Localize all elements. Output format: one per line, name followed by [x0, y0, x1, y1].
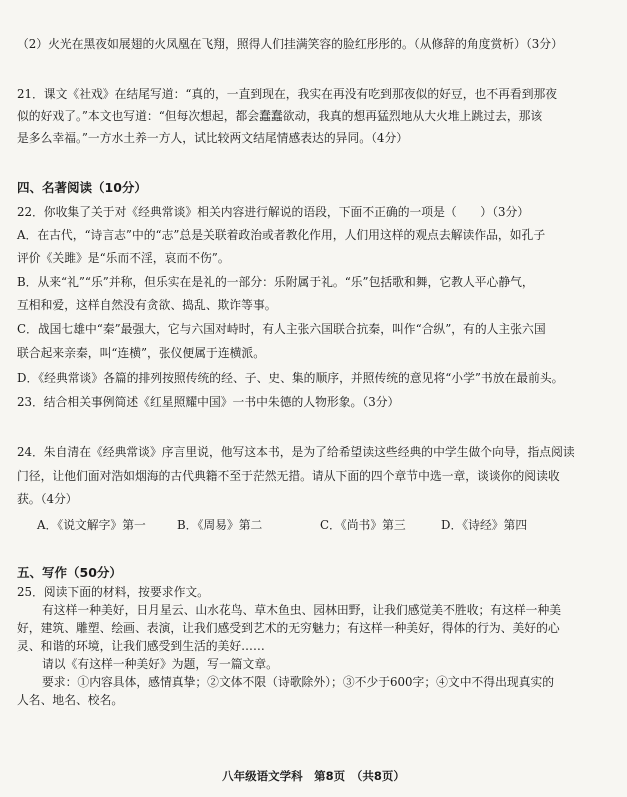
section-5-title: 五、写作（50分）	[17, 565, 122, 580]
q20-part2: （2）火光在黑夜如展翅的火凤凰在飞翔，照得人们挂满笑容的脸红彤彤的。（从修辞的角度赏析）（3分）	[17, 37, 563, 51]
q21-line-1: 21．课文《社戏》在结尾写道：“真的，一直到现在，我实在再没有吃到那夜似的好豆，也不再看到那夜	[17, 87, 558, 101]
q25-material-line-1: 有这样一种美好，日月星云、山水花鸟、草木鱼虫、园林田野，让我们感觉美不胜收；有这样一种美	[42, 603, 562, 617]
q24-line-2: 门径，让他们面对浩如烟海的古代典籍不至于茫然无措。请从下面的四个章节中选一章，谈谈你的阅读收	[17, 469, 560, 483]
q22-option-a-line-1: A．在古代，“诗言志”中的“志”总是关联着政治或者教化作用，人们用这样的观点去解读作品，如孔子	[17, 228, 546, 242]
q25-requirements-line-1: 要求：①内容具体，感情真挚；②文体不限（诗歌除外）；③不少于600字；④文中不得出现真实的	[42, 675, 555, 689]
q24-option-d: D．《诗经》第四	[441, 518, 528, 532]
q22-option-b-line-1: B．从来“礼”“乐”并称，但乐实在是礼的一部分：乐附属于礼。“乐”包括歌和舞，它教人平心静气，	[17, 275, 534, 289]
q21-line-2: 似的好戏了。”本文也写道：“但每次想起，都会蠢蠢欲动，我真的想再猛烈地从大火堆上跳过去，那该	[17, 109, 543, 123]
q25-material-line-2: 好，建筑、雕塑、绘画、表演，让我们感受到艺术的无穷魅力；有这样一种美好，得体的行为、美好的心	[17, 621, 560, 635]
q21-line-3: 是多么幸福。”一方水土养一方人，试比较两文结尾情感表达的异同。（4分）	[17, 131, 409, 145]
page-footer: 八年级语文学科 第8页 （共8页）	[222, 769, 405, 783]
q25-intro: 25．阅读下面的材料，按要求作文。	[17, 585, 209, 599]
q24-line-1: 24．朱自清在《经典常谈》序言里说，他写这本书，是为了给希望读这些经典的中学生做个向导，指点阅读	[17, 445, 575, 459]
q22-option-d: D．《经典常谈》各篇的排列按照传统的经、子、史、集的顺序，并照传统的意见将“小学”书放在最前头。	[17, 371, 564, 385]
q23: 23．结合相关事例简述《红星照耀中国》一书中朱德的人物形象。（3分）	[17, 395, 400, 409]
q22-stem: 22．你收集了关于对《经典常谈》相关内容进行解说的语段，下面不正确的一项是（ ）（3分）	[17, 205, 530, 219]
section-4-title: 四、名著阅读（10分）	[17, 180, 147, 195]
q24-option-a: A．《说文解字》第一	[37, 518, 146, 532]
q25-requirements-line-2: 人名、地名、校名。	[17, 693, 124, 707]
q25-prompt: 请以《有这样一种美好》为题，写一篇文章。	[42, 657, 278, 671]
q24-option-c: C．《尚书》第三	[320, 518, 406, 532]
q24-line-3: 获。（4分）	[17, 492, 78, 506]
q25-material-line-3: 灵、和谐的环境，让我们感受到生活的美好……	[17, 639, 265, 653]
q22-option-a-line-2: 评价《关雎》是“乐而不淫，哀而不伤”。	[17, 251, 230, 265]
q22-option-b-line-2: 互相和爱，这样自然没有贪欲、捣乱、欺诈等事。	[17, 298, 277, 312]
q24-option-b: B．《周易》第二	[177, 518, 263, 532]
q22-option-c-line-2: 联合起来亲秦，叫“连横”，张仪便属于连横派。	[17, 346, 266, 360]
q22-option-c-line-1: C．战国七雄中“秦”最强大，它与六国对峙时，有人主张六国联合抗秦，叫作“合纵”，有的人主张六国	[17, 322, 546, 336]
